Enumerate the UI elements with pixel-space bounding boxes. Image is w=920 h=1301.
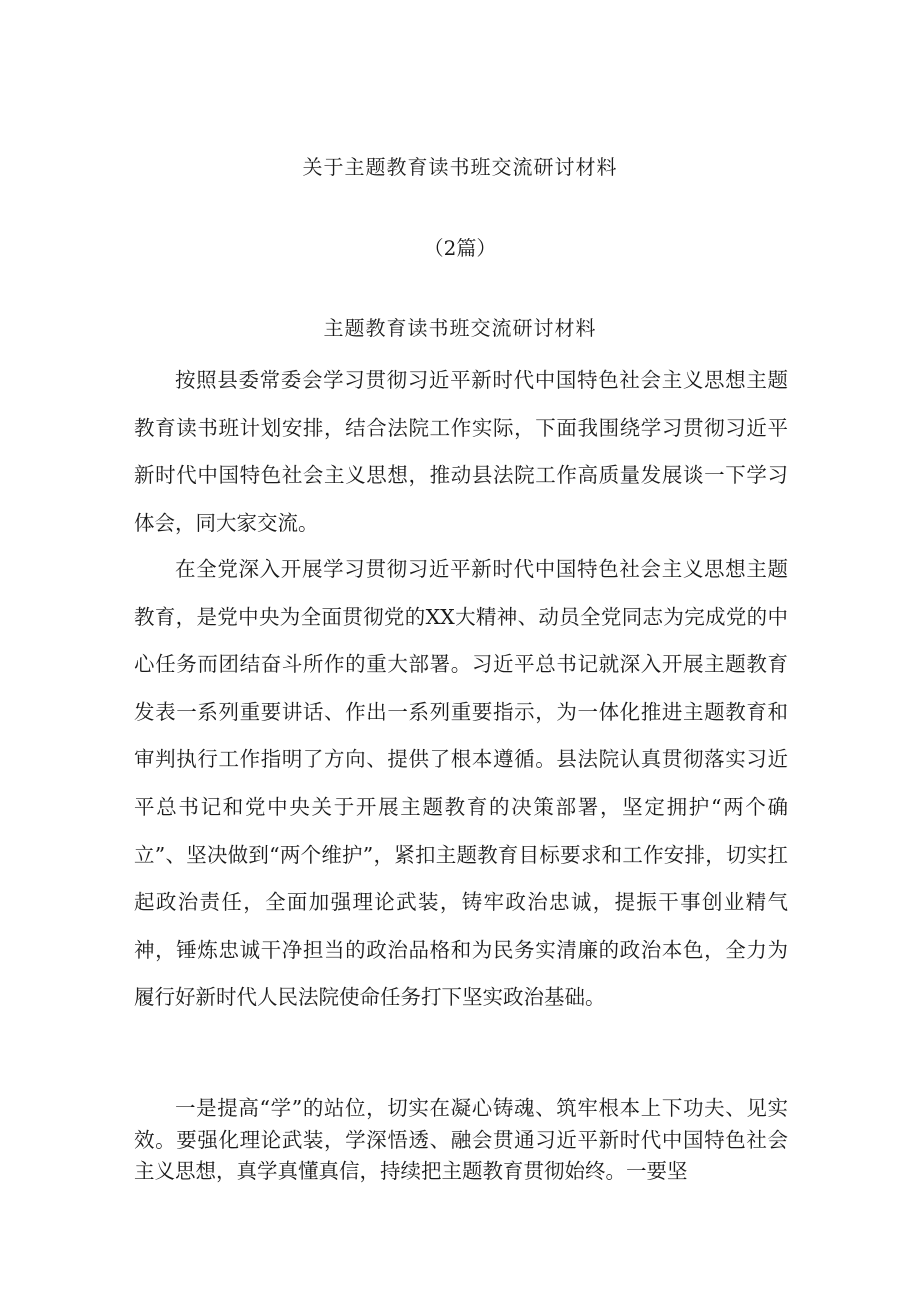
body-paragraph-1: 按照县委常委会学习贯彻习近平新时代中国特色社会主义思想主题教育读书班计划安排，结合法院工作实际，下面我围绕学习贯彻习近平新时代中国特色社会主义思想，推动县法院工作高质量发展谈一下学习体会，同大家交流。 xyxy=(134,368,788,535)
body-paragraph-2: 在全党深入开展学习贯彻习近平新时代中国特色社会主义思想主题教育，是党中央为全面贯彻党的XX大精神、动员全党同志为完成党的中心任务而团结奋斗所作的重大部署。习近平总书记就深入开展主题教育发表一系列重要讲话、作出一系列重要指示，为一体化推进主题教育和审判执行工作指明了方向、提供了根本遵循。县法院认真贯彻落实习近平总书记和党中央关于开展主题教育的决策部署，坚定拥护“两个确立”、坚决做到“两个维护”，紧扣主题教育目标要求和工作安排，切实扛起政治责任，全面加强理论武装，铸牢政治忠诚，提振干事创业精气神，锤炼忠诚干净担当的政治品格和为民务实清廉的政治本色，全力为履行好新时代人民法院使命任务打下坚实政治基础。 xyxy=(134,557,788,1010)
body-paragraph-3: 一是提高“学”的站位，切实在凝心铸魂、筑牢根本上下功夫、见实效。要强化理论武装，学深悟透、融会贯通习近平新时代中国特色社会主义思想，真学真懂真信，持续把主题教育贯彻始终。一要坚 xyxy=(134,1096,788,1183)
document-subtitle: （2篇） xyxy=(423,236,497,260)
section-title: 主题教育读书班交流研讨材料 xyxy=(323,316,597,340)
document-title: 关于主题教育读书班交流研讨材料 xyxy=(302,155,618,179)
